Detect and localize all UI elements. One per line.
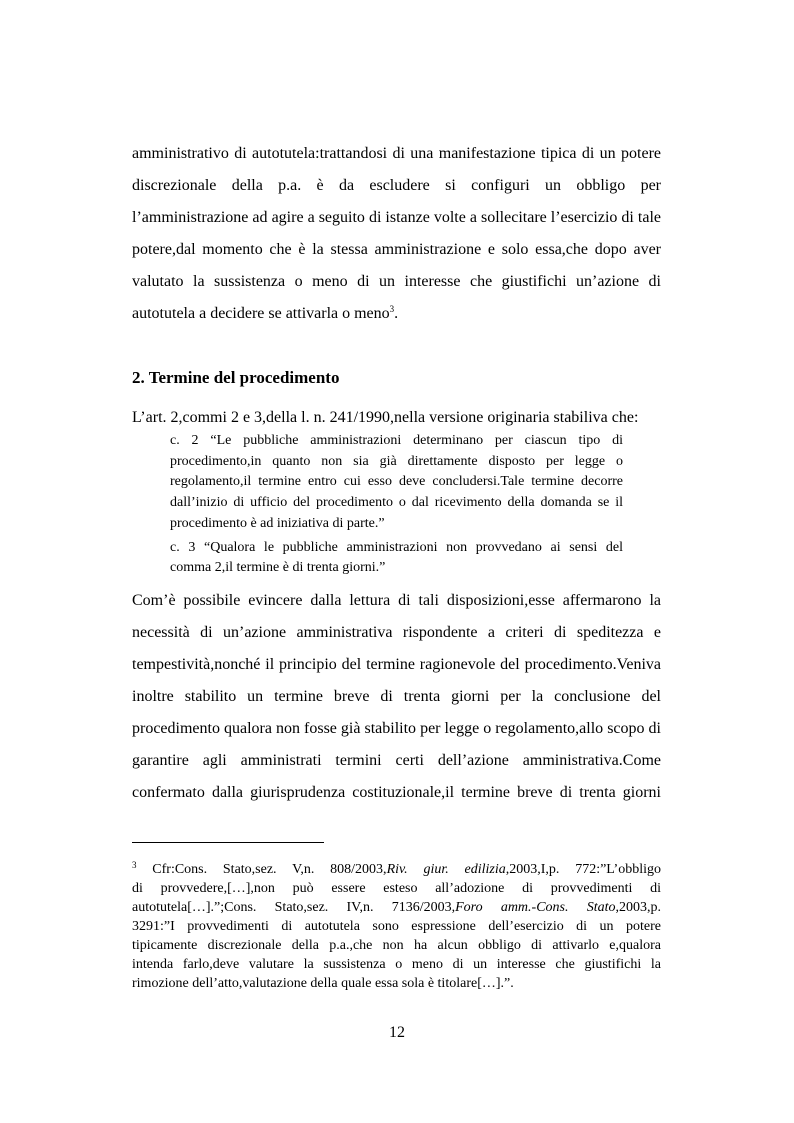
paragraph-line: potere,dal momento che è la stessa amministrazione e solo essa,che dopo aver bbox=[132, 241, 661, 258]
footnote-citation-italic: Foro amm.-Cons. Stato bbox=[455, 900, 616, 915]
quote-line: procedimento,in quanto non sia già direttamente disposto per legge o bbox=[170, 454, 623, 469]
footnote-text: ,2003,I,p. 772:”L’obbligo bbox=[505, 862, 662, 877]
quote-line: c. 3 “Qualora le pubbliche amministrazioni non provvedano ai sensi del bbox=[170, 540, 623, 555]
paragraph-line: valutato la sussistenza o meno di un interesse che giustifichi un’azione di bbox=[132, 273, 661, 290]
paragraph-line: necessità di un’azione amministrativa rispondente a criteri di speditezza e bbox=[132, 624, 661, 641]
footnote-line bbox=[132, 899, 661, 917]
section-heading: 2. Termine del procedimento bbox=[132, 368, 340, 387]
paragraph-line: confermato dalla giurisprudenza costituzionale,il termine breve di trenta giorni bbox=[132, 784, 661, 801]
quote-line: c. 2 “Le pubbliche amministrazioni determinano per ciascun tipo di bbox=[170, 433, 623, 448]
footnote-line bbox=[132, 861, 661, 879]
paragraph-line: Com’è possibile evincere dalla lettura di tali disposizioni,esse affermarono la bbox=[132, 592, 661, 609]
footnote-line: rimozione dell’atto,valutazione della quale essa sola è titolare[…].”. bbox=[132, 976, 514, 991]
footnote-text: autotutela[…].”;Cons. Stato,sez. IV,n. 7136/2003, bbox=[132, 900, 456, 915]
quote-line: regolamento,il termine entro cui esso deve concludersi.Tale termine decorre bbox=[170, 474, 623, 489]
footnote-line: intenda farlo,deve valutare la sussistenza o meno di un interesse che giustifichi la bbox=[132, 957, 661, 972]
footnote-line: 3291:”I provvedimenti di autotutela sono espressione dell’esercizio di un potere bbox=[132, 919, 661, 934]
footnote-reference[interactable]: 3 bbox=[389, 304, 395, 314]
footnote-line: di provvedere,[…],non può essere esteso all’adozione di provvedimenti di bbox=[132, 881, 661, 896]
footnote-separator bbox=[132, 842, 324, 843]
paragraph-line: discrezionale della p.a. è da escludere si configuri un obbligo per bbox=[132, 177, 661, 194]
paragraph-line: inoltre stabilito un termine breve di trenta giorni per la conclusione del bbox=[132, 688, 661, 705]
footnote-line: tipicamente discrezionale della p.a.,che non ha alcun obbligo di attivarlo e,qualora bbox=[132, 938, 661, 953]
paragraph-line: garantire agli amministrati termini certi dell’azione amministrativa.Come bbox=[132, 752, 661, 769]
paragraph-line-text: autotutela a decidere se attivarla o meno bbox=[132, 305, 390, 322]
footnote-number: 3 bbox=[132, 860, 137, 870]
section-intro: L’art. 2,commi 2 e 3,della l. n. 241/1990,nella versione originaria stabiliva che: bbox=[132, 409, 639, 426]
paragraph-line: tempestività,nonché il principio del termine ragionevole del procedimento.Veniva bbox=[132, 656, 661, 673]
footnote-text: ,2003,p. bbox=[615, 900, 661, 915]
page-number: 12 bbox=[389, 1024, 405, 1041]
paragraph-line: procedimento qualora non fosse già stabilito per legge o regolamento,allo scopo di bbox=[132, 720, 661, 737]
footnote-citation-italic: Riv. giur. edilizia bbox=[386, 862, 506, 877]
quote-line: comma 2,il termine è di trenta giorni.” bbox=[170, 560, 386, 575]
quote-line: procedimento è ad iniziativa di parte.” bbox=[170, 516, 385, 531]
quote-line: dall’inizio di ufficio del procedimento o dal ricevimento della domanda se il bbox=[170, 495, 623, 510]
footnote-text: Cfr:Cons. Stato,sez. V,n. 808/2003, bbox=[136, 862, 387, 877]
paragraph-line: amministrativo di autotutela:trattandosi di una manifestazione tipica di un potere bbox=[132, 145, 661, 162]
paragraph-line-end: . bbox=[394, 305, 399, 322]
paragraph-last-line bbox=[132, 304, 661, 324]
paragraph-line: l’amministrazione ad agire a seguito di istanze volte a sollecitare l’esercizio di tale bbox=[132, 209, 661, 226]
